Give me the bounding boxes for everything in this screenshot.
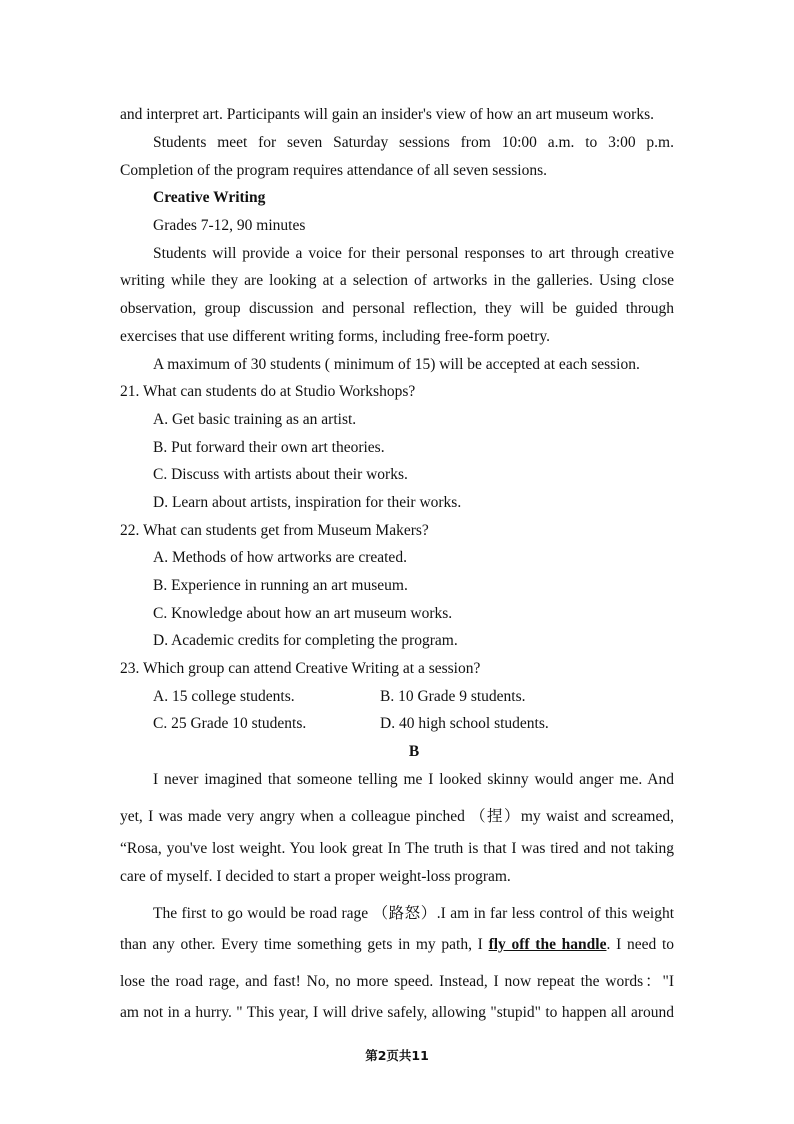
question-option: D. Learn about artists, inspiration for their works. <box>153 494 462 511</box>
passage-b-text: “Rosa, you've lost weight. You look great In The truth is that I was tired and not taking <box>120 840 674 857</box>
passage-a-text: writing while they are looking at a selection of artworks in the galleries. Using close <box>120 272 674 289</box>
question-option: C. Knowledge about how an art museum works. <box>153 605 453 622</box>
passage-b-text: care of myself. I decided to start a proper weight-loss program. <box>120 868 511 885</box>
question-option: D. Academic credits for completing the program. <box>153 632 458 649</box>
highlighted-phrase: fly off the handle <box>488 936 607 953</box>
question-stem: 23. Which group can attend Creative Writing at a session? <box>120 660 481 677</box>
passage-a-text: observation, group discussion and personal reflection, they will be guided through <box>120 300 674 317</box>
question-stem: 21. What can students do at Studio Workshops? <box>120 383 416 400</box>
section-subheading: Grades 7-12, 90 minutes <box>153 217 306 234</box>
passage-a-text: Students will provide a voice for their personal responses to art through creative <box>153 245 674 262</box>
question-stem: 22. What can students get from Museum Makers? <box>120 522 429 539</box>
passage-b-text-segment: than any other. Every time something gets in my path, I <box>120 936 489 953</box>
passage-a-text: and interpret art. Participants will gain an insider's view of how an art museum works. <box>120 106 654 123</box>
page-number-footer: 第2页共11 <box>365 1048 429 1063</box>
question-option: C. Discuss with artists about their works. <box>153 466 408 483</box>
question-option: A. Get basic training as an artist. <box>153 411 357 428</box>
passage-a-text: exercises that use different writing forms, including free-form poetry. <box>120 328 550 345</box>
question-option: C. 25 Grade 10 students. <box>153 715 307 732</box>
passage-b-text: I never imagined that someone telling me I looked skinny would anger me. And <box>153 771 674 788</box>
passage-b-text: am not in a hurry. " This year, I will drive safely, allowing "stupid" to happen all around <box>120 1004 674 1021</box>
passage-b-text <box>120 936 674 954</box>
passage-a-text: Students meet for seven Saturday sessions from 10:00 a.m. to 3:00 p.m. <box>153 134 674 151</box>
question-option: B. 10 Grade 9 students. <box>380 688 526 705</box>
passage-b-text: The first to go would be road rage （路怒）.I am in far less control of this weight <box>153 905 674 922</box>
question-option: D. 40 high school students. <box>380 715 549 732</box>
section-heading: Creative Writing <box>153 189 266 206</box>
passage-b-text-segment: . I need to <box>606 936 674 953</box>
passage-b-text: lose the road rage, and fast! No, no more speed. Instead, I now repeat the words："I <box>120 973 674 990</box>
passage-a-text: A maximum of 30 students ( minimum of 15) will be accepted at each session. <box>153 356 640 373</box>
passage-b-text: yet, I was made very angry when a colleague pinched （捏）my waist and screamed, <box>120 808 674 825</box>
passage-b-label: B <box>408 743 420 760</box>
question-option: B. Put forward their own art theories. <box>153 439 385 456</box>
question-option: B. Experience in running an art museum. <box>153 577 408 594</box>
passage-a-text: Completion of the program requires attendance of all seven sessions. <box>120 162 547 179</box>
question-option: A. Methods of how artworks are created. <box>153 549 407 566</box>
question-option: A. 15 college students. <box>153 688 295 705</box>
